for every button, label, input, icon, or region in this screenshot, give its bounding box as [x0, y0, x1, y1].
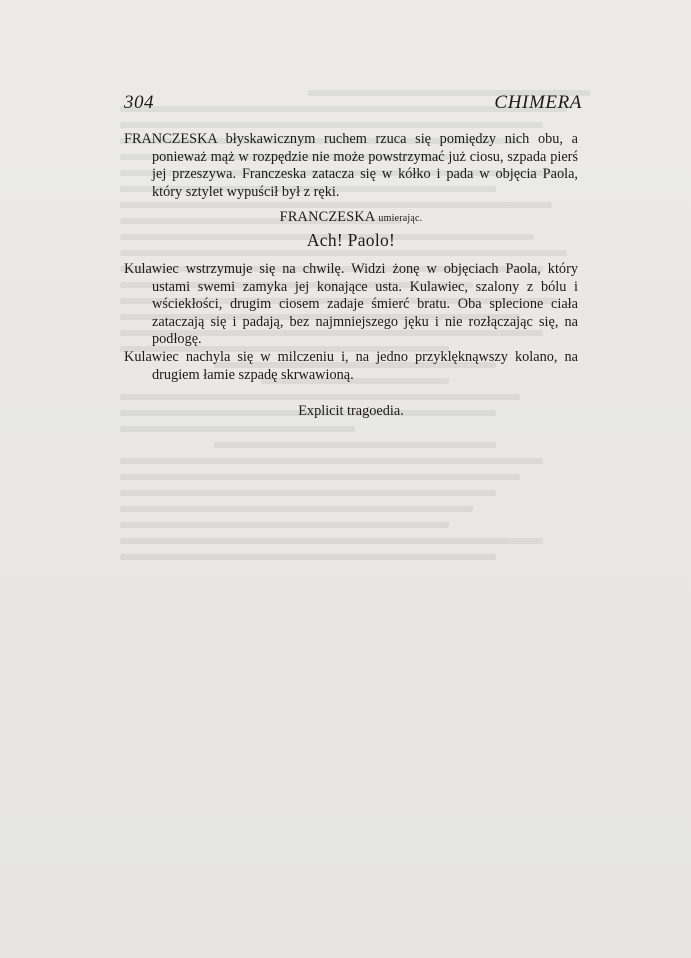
stage-direction-paragraph — [124, 349, 578, 384]
stage-direction-paragraph — [124, 131, 578, 201]
speaker-name: FRANCZESKA — [279, 209, 375, 226]
paragraph-text: wstrzymuje się na chwilę. Widzi żonę w objęciach Paola, który ustami swemi zamyka jej konające usta. Kulawiec, szalony z bólu i wściekłości, drugim ciosem zadaje śmierć bratu. Oba splecione ciała zataczają się i padają, bez najmniejszego jęku i nie rozłączając się, na podłogę. — [152, 260, 578, 348]
stage-direction-paragraph — [124, 261, 578, 349]
paragraph-text: błyskawicznym ruchem rzuca się pomiędzy nich obu, a ponieważ mąż w rozpędzie nie może powstrzymać już ciosu, szpada pierś jej przeszywa. Franczeska zatacza się w kółko i pada w objęcia Paola, który sztylet wypuścił był z ręki. — [152, 131, 578, 200]
paragraph-lead-word: Kulawiec — [124, 348, 179, 365]
body-text — [124, 131, 578, 421]
page-header — [120, 92, 582, 118]
running-head: CHIMERA — [494, 92, 582, 113]
paragraph-text: nachyla się w milczeniu i, na jedno przyklęknąwszy kolano, na drugiem łamie szpadę skrwawioną. — [152, 348, 578, 383]
paragraph-lead-word: FRANCZESKA — [124, 131, 217, 147]
speech-line: Ach! Paolo! — [306, 229, 396, 250]
paragraph-lead-word: Kulawiec — [124, 260, 179, 277]
speaker-line — [124, 209, 578, 228]
page-number: 304 — [124, 92, 154, 113]
closing-line: Explicit tragoedia. — [298, 403, 404, 420]
speaker-direction: umierając. — [378, 213, 423, 225]
